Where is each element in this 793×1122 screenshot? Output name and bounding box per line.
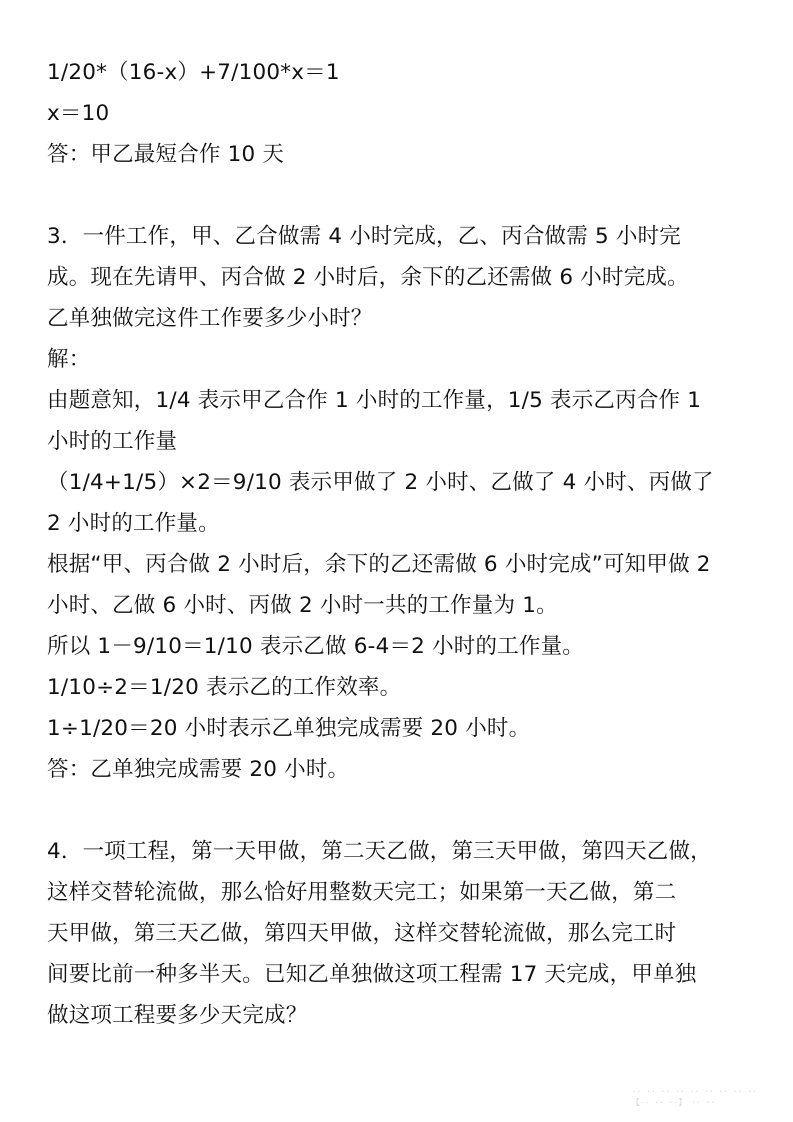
question-3-line: 3．一件工作，甲、乙合做需 4 小时完成，乙、丙合做需 5 小时完 [47,224,681,249]
solution-line: 小时、乙做 6 小时、丙做 2 小时一共的工作量为 1。 [47,593,558,618]
question-3-line: 乙单独做完这件工作要多少小时？ [47,306,373,331]
solution-line: 根据“甲、丙合做 2 小时后，余下的乙还需做 6 小时完成”可知甲做 2 [47,552,711,577]
solution-line: 小时的工作量 [47,429,178,454]
solution-line: 2 小时的工作量。 [47,511,220,536]
question-4-line: 间要比前一种多半天。已知乙单独做这项工程需 17 天完成，甲单独 [47,962,697,987]
solution-heading: 解： [47,347,91,372]
solution-line: 所以 1－9/10＝1/10 表示乙做 6-4＝2 小时的工作量。 [47,634,584,659]
text-line: 答：甲乙最短合作 10 天 [47,142,285,167]
question-4-line: 天甲做，第三天乙做，第四天甲做，这样交替轮流做，那么完工时 [47,921,677,946]
answer-line: 答：乙单独完成需要 20 小时。 [47,757,350,782]
solution-line: 1÷1/20＝20 小时表示乙单独完成需要 20 小时。 [47,716,531,741]
text-line: 1/20*（16-x）+7/100*x＝1 [47,60,340,85]
question-4-line: 做这项工程要多少天完成？ [47,1003,308,1028]
solution-line: （1/4+1/5）×2＝9/10 表示甲做了 2 小时、乙做了 4 小时、丙做了 [47,470,714,495]
question-3-line: 成。现在先请甲、丙合做 2 小时后，余下的乙还需做 6 小时完成。 [47,265,689,290]
question-4-line: 这样交替轮流做，那么恰好用整数天完工；如果第一天乙做，第二 [47,880,677,905]
question-4-line: 4．一项工程，第一天甲做，第二天乙做，第三天甲做，第四天乙做， [47,839,712,864]
solution-line: 1/10÷2＝1/20 表示乙的工作效率。 [47,675,402,700]
solution-line: 由题意知，1/4 表示甲乙合作 1 小时的工作量，1/5 表示乙丙合作 1 [47,388,702,413]
blank-line [47,175,757,216]
document-body [47,52,757,1036]
text-line: x＝10 [47,101,110,126]
watermark: ·· ·· ·· ·· ·· ·· ·· ·· ·· 【·· ·· ··】 ·· ·· [631,1087,757,1107]
blank-line [47,790,757,831]
